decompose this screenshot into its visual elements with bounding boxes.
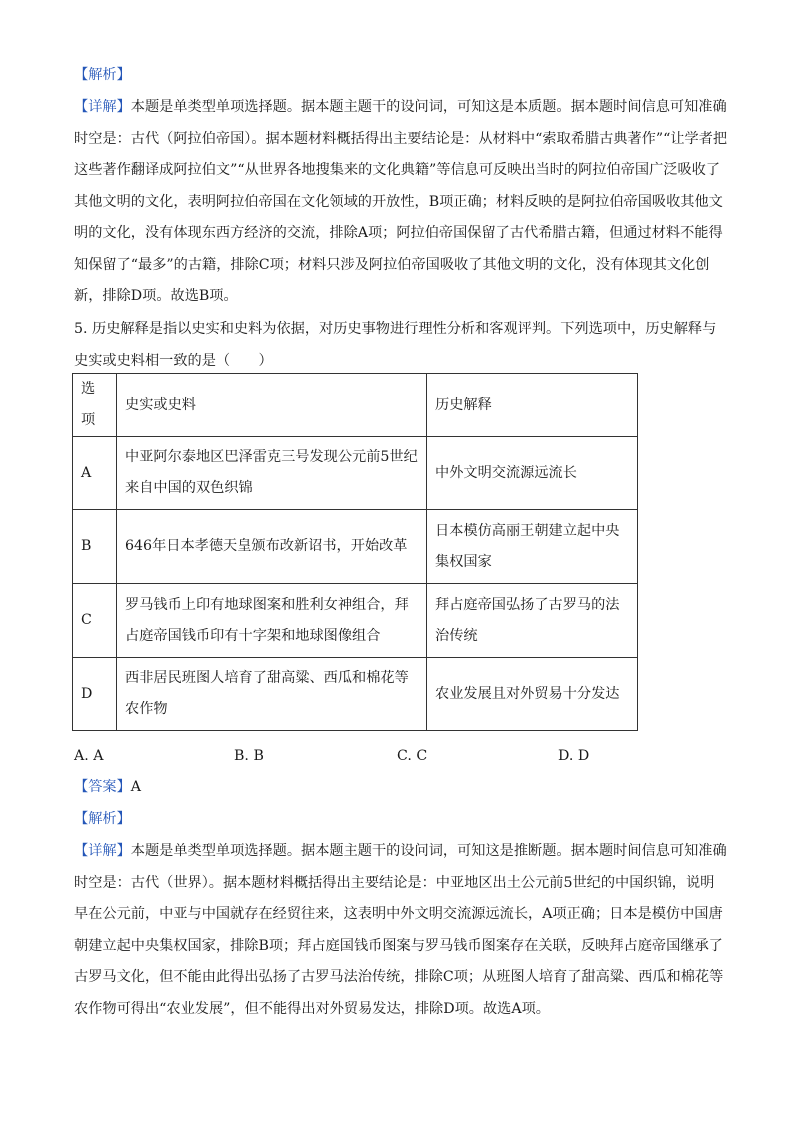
table-cell-fact: 646年日本孝德天皇颁布改新诏书，开始改革	[117, 510, 427, 584]
analysis-heading-2	[74, 804, 728, 836]
table-header-row	[73, 374, 638, 437]
table-cell-option: C	[73, 584, 117, 658]
question-5-table	[72, 373, 638, 731]
analysis-heading-1	[74, 60, 728, 92]
table-row	[73, 510, 638, 584]
table-cell-option: D	[73, 658, 117, 731]
table-cell-fact: 中亚阿尔泰地区巴泽雷克三号发现公元前5世纪来自中国的双色织锦	[117, 437, 427, 510]
table-cell-option: A	[73, 437, 117, 510]
xiangjie-tag: 【详解】	[74, 843, 131, 859]
table-header-cell: 历史解释	[427, 374, 638, 437]
table-cell-fact: 罗马钱币上印有地球图案和胜利女神组合，拜占庭帝国钱币印有十字架和地球图像组合	[117, 584, 427, 658]
question-5-stem: 5. 历史解释是指以史实和史料为依据，对历史事物进行理性分析和客观评判。下列选项中，历史解释与史实或史料相一致的是（ ）	[74, 321, 717, 369]
table-cell-option: B	[73, 510, 117, 584]
analysis-text-2: 本题是单类型单项选择题。据本题主题干的设问词，可知这是推断题。据本题时间信息可知准确时空是：古代（世界）。据本题材料概括得出主要结论是：中亚地区出土公元前5世纪的中国织锦，说明早在公元前，中亚与中国就存在经贸往来，这表明中外文明交流源远流长，A项正确；日本是模仿中国唐朝建立起中央集权国家，排除B项；拜占庭国钱币图案与罗马钱币图案存在关联，反映拜占庭帝国继承了古罗马文化，但不能由此得出弘扬了古罗马法治传统，排除C项；从班图人培育了甜高粱、西瓜和棉花等农作物可得出“农业发展”，但不能得出对外贸易发达，排除D项。故选A项。	[74, 843, 727, 1017]
answer-value: A	[130, 779, 142, 795]
answer-line	[74, 772, 728, 804]
analysis-text-1: 本题是单类型单项选择题。据本题主题干的设问词，可知这是本质题。据本题时间信息可知准确时空是：古代（阿拉伯帝国）。据本题材料概括得出主要结论是：从材料中“索取希腊古典著作”“让学者把这些著作翻译成阿拉伯文”“从世界各地搜集来的文化典籍”等信息可反映出当时的阿拉伯帝国广泛吸收了其他文明的文化，表明阿拉伯帝国在文化领域的开放性，B项正确；材料反映的是阿拉伯帝国吸收其他文明的文化，没有体现东西方经济的交流，排除A项；阿拉伯帝国保留了古代希腊古籍，但通过材料不能得知保留了“最多”的古籍，排除C项；材料只涉及阿拉伯帝国吸收了其他文明的文化，没有体现其文化创新，排除D项。故选B项。	[74, 99, 728, 304]
answer-options	[0, 742, 794, 770]
jiexi-tag: 【解析】	[74, 67, 131, 83]
jiexi-tag: 【解析】	[74, 811, 131, 827]
table-row	[73, 437, 638, 510]
table-header-cell: 史实或史料	[117, 374, 427, 437]
table-cell-interpretation: 农业发展且对外贸易十分发达	[427, 658, 638, 731]
table-cell-interpretation: 日本模仿高丽王朝建立起中央集权国家	[427, 510, 638, 584]
table-cell-interpretation: 拜占庭帝国弘扬了古罗马的法治传统	[427, 584, 638, 658]
option-a: A. A	[74, 748, 104, 764]
answer-tag: 【答案】	[74, 779, 131, 795]
table-row	[73, 658, 638, 731]
option-c: C. C	[397, 748, 428, 764]
analysis-paragraph-1	[74, 92, 728, 313]
analysis-paragraph-2	[74, 836, 728, 1025]
option-b: B. B	[234, 748, 264, 764]
table-cell-interpretation: 中外文明交流源远流长	[427, 437, 638, 510]
table-header-cell: 选项	[73, 374, 117, 437]
xiangjie-tag: 【详解】	[74, 99, 131, 115]
table-cell-fact: 西非居民班图人培育了甜高粱、西瓜和棉花等农作物	[117, 658, 427, 731]
table-row	[73, 584, 638, 658]
option-d: D. D	[558, 748, 590, 764]
